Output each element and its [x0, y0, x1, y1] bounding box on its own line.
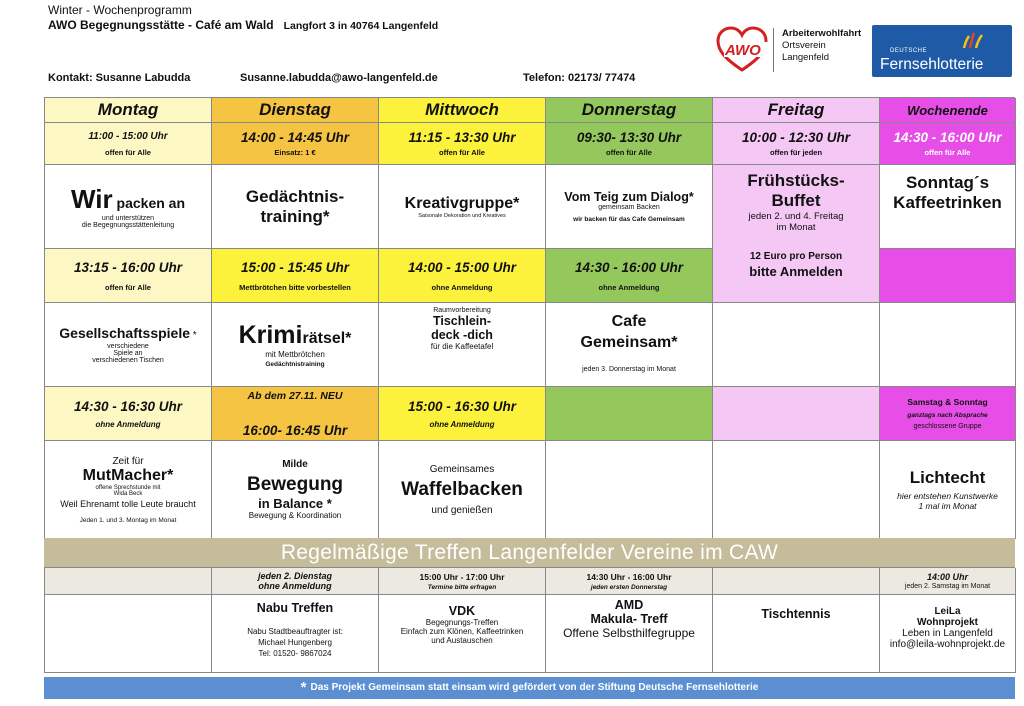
activity-price: 12 Euro pro Person	[749, 251, 843, 262]
empty-cell	[45, 568, 212, 595]
activity-sub: Spiele an	[113, 350, 143, 357]
activity-sonntags-kaffeetrinken	[880, 165, 1016, 249]
time-text: 15:00 - 16:30 Uhr	[407, 398, 517, 414]
activity-title: Bewegung	[246, 474, 344, 495]
activity-sub: mit Mettbrötchen	[265, 350, 325, 359]
time-cell	[713, 123, 880, 165]
activity-title	[239, 321, 352, 350]
time-text: 11:15 - 13:30 Uhr	[408, 130, 516, 145]
time-note: ohne Anmeldung	[431, 282, 493, 292]
activity-mutmacher	[45, 441, 212, 539]
activity-sub: und genießen	[431, 504, 493, 516]
activity-lichtecht	[880, 441, 1016, 539]
time-cell	[379, 249, 546, 303]
club-amd-makula	[546, 595, 713, 673]
contact-person: Kontakt: Susanne Labudda	[48, 72, 191, 84]
time-cell	[546, 123, 713, 165]
activity-sub: Bewegung & Koordination	[248, 511, 342, 520]
activity-wir-packen-an	[45, 165, 212, 249]
awo-name	[782, 28, 861, 64]
time-text: 14:00 Uhr	[926, 572, 969, 582]
activity-sub: Wida Beck	[113, 490, 143, 497]
activity-title: in Balance *	[258, 496, 332, 511]
time-text: 14:00 - 14:45 Uhr	[240, 130, 350, 145]
time-text: 14:30 Uhr - 16:00 Uhr	[586, 571, 672, 582]
activity-sub: jeden 2. und 4. Freitag	[748, 211, 844, 222]
day-header-monday	[45, 98, 212, 123]
activity-fruehstuecks-buffet	[713, 165, 880, 303]
empty-cell	[713, 568, 880, 595]
club-time-cell	[880, 568, 1016, 595]
sun-rays-icon	[960, 30, 986, 50]
club-title: LeiLa	[934, 606, 961, 617]
title-text: Gesellschaftsspiele	[59, 325, 191, 341]
venue-name: AWO Begegnungsstätte - Café am Wald	[48, 18, 274, 32]
time-note: geschlossene Gruppe	[913, 423, 982, 430]
activity-sub: Gemeinsames	[429, 463, 495, 475]
activity-sub: Milde	[282, 459, 308, 470]
time-text: 11:00 - 15:00 Uhr	[88, 130, 168, 142]
activity-sub: die Begegnungsstättenleitung	[81, 222, 175, 229]
activity-sub: verschiedenen Tischen	[92, 357, 164, 364]
activity-sub: wir backen für das Cafe Gemeinsam	[573, 216, 685, 223]
time-note: offen für Alle	[606, 148, 652, 157]
time-note: ohne Anmeldung	[598, 282, 660, 292]
club-sub: und Austauschen	[431, 636, 493, 645]
activity-sub: verschiedene	[107, 343, 149, 350]
activity-sub: Raumvorbereitung	[433, 307, 491, 314]
activity-gesellschaftsspiele	[45, 303, 212, 387]
day-label: Montag	[97, 100, 159, 119]
time-note: offen für Alle	[105, 282, 151, 292]
program-title: Winter - Wochenprogramm	[48, 3, 192, 17]
activity-title: Waffelbacken	[401, 478, 523, 500]
club-sub: Begegnungs-Treffen	[425, 618, 499, 627]
venue-title	[48, 18, 438, 32]
awo-line-1: Arbeiterwohlfahrt	[782, 28, 862, 39]
clubs-section-banner: Regelmäßige Treffen Langenfelder Vereine im CAW	[44, 538, 1015, 568]
time-note: jeden ersten Donnerstag	[590, 583, 668, 591]
time-cell	[212, 123, 379, 165]
title-star: *	[190, 330, 197, 341]
time-note: jeden 2. Samstag im Monat	[904, 583, 991, 590]
activity-sub: Jeden 1. und 3. Montag im Monat	[79, 516, 177, 524]
empty-cell	[546, 387, 713, 441]
time-text: 10:00 - 12:30 Uhr	[741, 130, 851, 145]
fernsehlotterie-logo	[872, 25, 1012, 77]
activity-sub: jeden 3. Donnerstag im Monat	[582, 366, 676, 373]
title-rest: rätsel*	[302, 330, 352, 347]
time-note: Ab dem 27.11. NEU	[247, 390, 343, 402]
club-sub: Tel: 01520- 9867024	[258, 649, 332, 658]
club-sub: Nabu Stadtbeauftragter ist:	[247, 627, 343, 636]
activity-title: deck -dich	[431, 328, 493, 342]
time-cell	[880, 387, 1016, 441]
activity-sub: Zeit für	[112, 455, 144, 467]
time-text: 15:00 Uhr - 17:00 Uhr	[419, 571, 505, 582]
activity-title: Buffet	[771, 191, 821, 210]
club-email[interactable]: info@leila-wohnprojekt.de	[889, 639, 1006, 650]
contact-email[interactable]: Susanne.labudda@awo-langenfeld.de	[240, 72, 438, 84]
activity-tischlein-deck-dich	[379, 303, 546, 387]
club-sub: Michael Hungenberg	[258, 638, 332, 647]
activity-registration: bitte Anmelden	[749, 264, 843, 279]
day-label: Donnerstag	[581, 100, 677, 119]
activity-title: Gedächtnis-	[245, 186, 345, 206]
club-time-cell	[546, 568, 713, 595]
empty-cell	[713, 387, 880, 441]
activity-bewegung-in-balance	[212, 441, 379, 539]
club-time-cell	[379, 568, 546, 595]
footer-star: *	[300, 679, 307, 696]
time-note: offen für jeden	[769, 148, 823, 157]
activity-title	[59, 325, 196, 343]
schedule-grid	[44, 97, 1015, 538]
awo-divider	[773, 28, 774, 72]
activity-vom-teig-zum-dialog	[546, 165, 713, 249]
time-note: Termine bitte erfragen	[427, 583, 497, 591]
time-text: 16:00- 16:45 Uhr	[242, 423, 348, 438]
activity-sub: im Monat	[776, 222, 816, 233]
activity-title: Sonntag´s	[905, 173, 990, 192]
activity-sub: und unterstützen	[101, 215, 155, 222]
activity-kreativgruppe	[379, 165, 546, 249]
time-text: 15:00 - 15:45 Uhr	[240, 259, 350, 275]
club-vdk	[379, 595, 546, 673]
time-note: offen für Alle	[105, 147, 151, 157]
activity-title: MutMacher*	[82, 466, 174, 484]
time-cell	[45, 123, 212, 165]
empty-cell	[713, 441, 880, 539]
awo-line-3: Langenfeld	[782, 52, 830, 63]
time-text: 14:30 - 16:00 Uhr	[574, 259, 684, 275]
club-sub: Offene Selbsthilfegruppe	[563, 626, 695, 640]
time-note: ohne Anmeldung	[95, 419, 161, 429]
activity-sub: offene Sprechstunde mit	[95, 484, 161, 491]
time-note: Einsatz: 1 €	[274, 148, 316, 157]
footer-text: Das Projekt Gemeinsam statt einsam wird gefördert von der Stiftung Deutsche Fernsehlotterie	[310, 682, 759, 693]
activity-sub: für die Kaffeetafel	[430, 342, 494, 351]
lotto-small-text: DEUTSCHE	[890, 48, 928, 54]
activity-waffelbacken	[379, 441, 546, 539]
time-cell	[379, 123, 546, 165]
activity-title: Tischlein-	[432, 314, 492, 328]
empty-cell	[713, 303, 880, 387]
empty-cell	[546, 441, 713, 539]
time-cell	[212, 249, 379, 303]
title-big: Wir	[70, 184, 113, 214]
time-note: offen für Alle	[439, 148, 485, 157]
activity-cafe-gemeinsam	[546, 303, 713, 387]
club-title: VDK	[448, 604, 476, 618]
time-note: ohne Anmeldung	[429, 419, 495, 429]
awo-mark-text: AWO	[725, 42, 761, 59]
time-cell	[45, 249, 212, 303]
sponsor-footer	[44, 677, 1015, 699]
day-header-thursday	[546, 98, 713, 123]
day-header-friday	[713, 98, 880, 123]
venue-address: Langfort 3 in 40764 Langenfeld	[283, 20, 439, 32]
day-header-wednesday	[379, 98, 546, 123]
activity-title: Frühstücks-	[747, 171, 845, 190]
time-cell	[212, 387, 379, 441]
awo-line-2: Ortsverein	[782, 40, 826, 51]
activity-title: Lichtecht	[909, 468, 986, 487]
time-note: Mettbrötchen bitte vorbestellen	[239, 282, 351, 292]
day-header-tuesday	[212, 98, 379, 123]
activity-title: training*	[260, 206, 330, 226]
activity-sub: hier entstehen Kunstwerke	[897, 491, 998, 501]
time-text: 14:30 - 16:30 Uhr	[73, 398, 183, 414]
empty-cell	[45, 595, 212, 673]
time-note: ganztags nach Absprache	[907, 412, 988, 419]
activity-sub: Saisonale Dekoration und Kreatives	[418, 212, 506, 219]
time-text: 13:15 - 16:00 Uhr	[73, 259, 183, 275]
title-big: Krimi	[238, 321, 303, 349]
club-title: Makula- Treff	[590, 612, 668, 626]
time-note: ohne Anmeldung	[258, 581, 332, 591]
activity-krimiraetsel	[212, 303, 379, 387]
club-title: Wohnprojekt	[917, 617, 978, 628]
day-label: Wochenende	[907, 102, 988, 118]
time-text: Samstag & Sonntag	[907, 397, 988, 407]
club-time-cell	[212, 568, 379, 595]
time-cell	[880, 123, 1016, 165]
empty-cell	[880, 303, 1016, 387]
time-text: 09:30- 13:30 Uhr	[576, 130, 682, 145]
lotto-big-text: Fernsehlotterie	[880, 56, 984, 73]
activity-sub: 1 mal im Monat	[918, 501, 977, 511]
activity-sub: gemeinsam Backen	[598, 204, 660, 211]
club-title: Tischtennis	[761, 607, 831, 621]
club-tischtennis	[713, 595, 880, 673]
activity-sub: Weil Ehrenamt tolle Leute braucht	[60, 498, 196, 509]
activity-title: Kaffeetrinken	[893, 193, 1002, 212]
time-cell	[546, 249, 713, 303]
time-cell	[45, 387, 212, 441]
activity-title: Gemeinsam*	[580, 334, 678, 351]
time-text: 14:00 - 15:00 Uhr	[407, 259, 517, 275]
day-label: Freitag	[767, 100, 825, 119]
club-title: Nabu Treffen	[256, 601, 334, 615]
contact-phone: Telefon: 02173/ 77474	[523, 72, 636, 84]
time-text: 14:30 - 16:00 Uhr	[893, 130, 1002, 145]
activity-gedaechtnistraining	[212, 165, 379, 249]
activity-sub: Gedächtnistraining	[265, 361, 325, 368]
activity-title	[71, 184, 185, 215]
club-leila	[880, 595, 1016, 673]
empty-cell	[880, 249, 1016, 303]
day-label: Mittwoch	[425, 100, 499, 119]
activity-title: Cafe	[611, 313, 647, 330]
club-title: AMD	[614, 598, 644, 612]
club-sub: Einfach zum Klönen, Kaffeetrinken	[400, 627, 524, 636]
activity-title: Kreativgruppe*	[404, 194, 520, 212]
time-text: jeden 2. Dienstag	[257, 571, 333, 581]
clubs-grid	[44, 568, 1015, 673]
day-label: Dienstag	[259, 100, 331, 119]
time-cell	[379, 387, 546, 441]
club-sub: Leben in Langenfeld	[902, 628, 993, 639]
activity-title: Vom Teig zum Dialog*	[564, 190, 694, 204]
day-header-weekend	[880, 98, 1016, 123]
title-rest: packen an	[112, 195, 186, 211]
club-nabu	[212, 595, 379, 673]
time-note: offen für Alle	[924, 148, 971, 157]
